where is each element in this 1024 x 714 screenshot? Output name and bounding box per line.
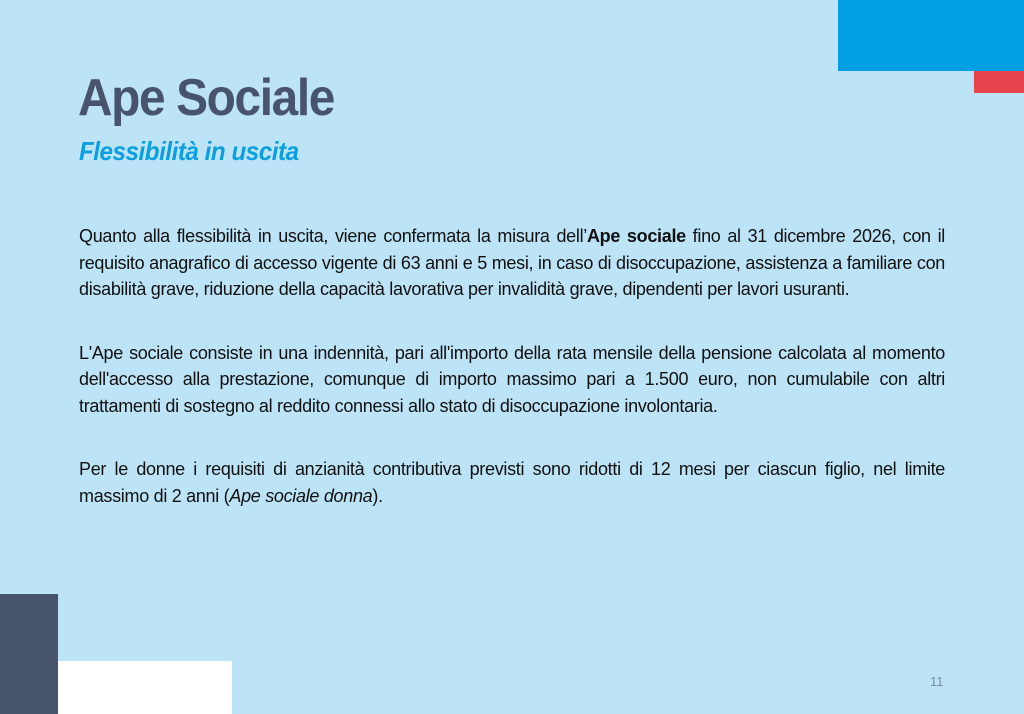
page-title: Ape Sociale (78, 69, 335, 127)
paragraph-1-text-end: fino al 31 dicembre 2026, con il requisito anagrafico di accesso vigente di 63 anni e 5 mesi, in caso di disoccupazione, assistenza a familiare con disabilità grave, riduzione della capacità lavorativa per invalidità grave, dipendenti per lavori usuranti. (79, 226, 945, 299)
decorative-red-block (974, 71, 1024, 93)
paragraph-3 (79, 456, 945, 509)
paragraph-2: L'Ape sociale consiste in una indennità, pari all'importo della rata mensile della pensione calcolata al momento dell'accesso alla prestazione, comunque di importo massimo pari a 1.500 euro, non cumulabile con altri trattamenti di sostegno al reddito connessi allo stato di disoccupazione involontaria. (79, 342, 945, 416)
page-number: 11 (930, 674, 944, 689)
decorative-blue-block (838, 0, 1024, 71)
ape-sociale-emphasis: Ape sociale (586, 226, 686, 246)
ape-sociale-donna-emphasis: Ape sociale donna (229, 485, 373, 506)
decorative-white-block (58, 661, 232, 714)
page-subtitle: Flessibilità in uscita (79, 136, 299, 166)
decorative-navy-block (0, 594, 58, 714)
paragraph-3-text-end: ). (372, 485, 383, 506)
paragraph-3-text-start: Per le donne i requisiti di anzianità contributiva previsti sono ridotti di 12 mesi per ciascun figlio, nel limite massimo di 2 anni ( (79, 459, 945, 506)
body-text (79, 223, 945, 546)
paragraph-1-text-start: Quanto alla flessibilità in uscita, viene confermata la misura dell’ (79, 226, 587, 246)
paragraph-1 (79, 223, 945, 303)
